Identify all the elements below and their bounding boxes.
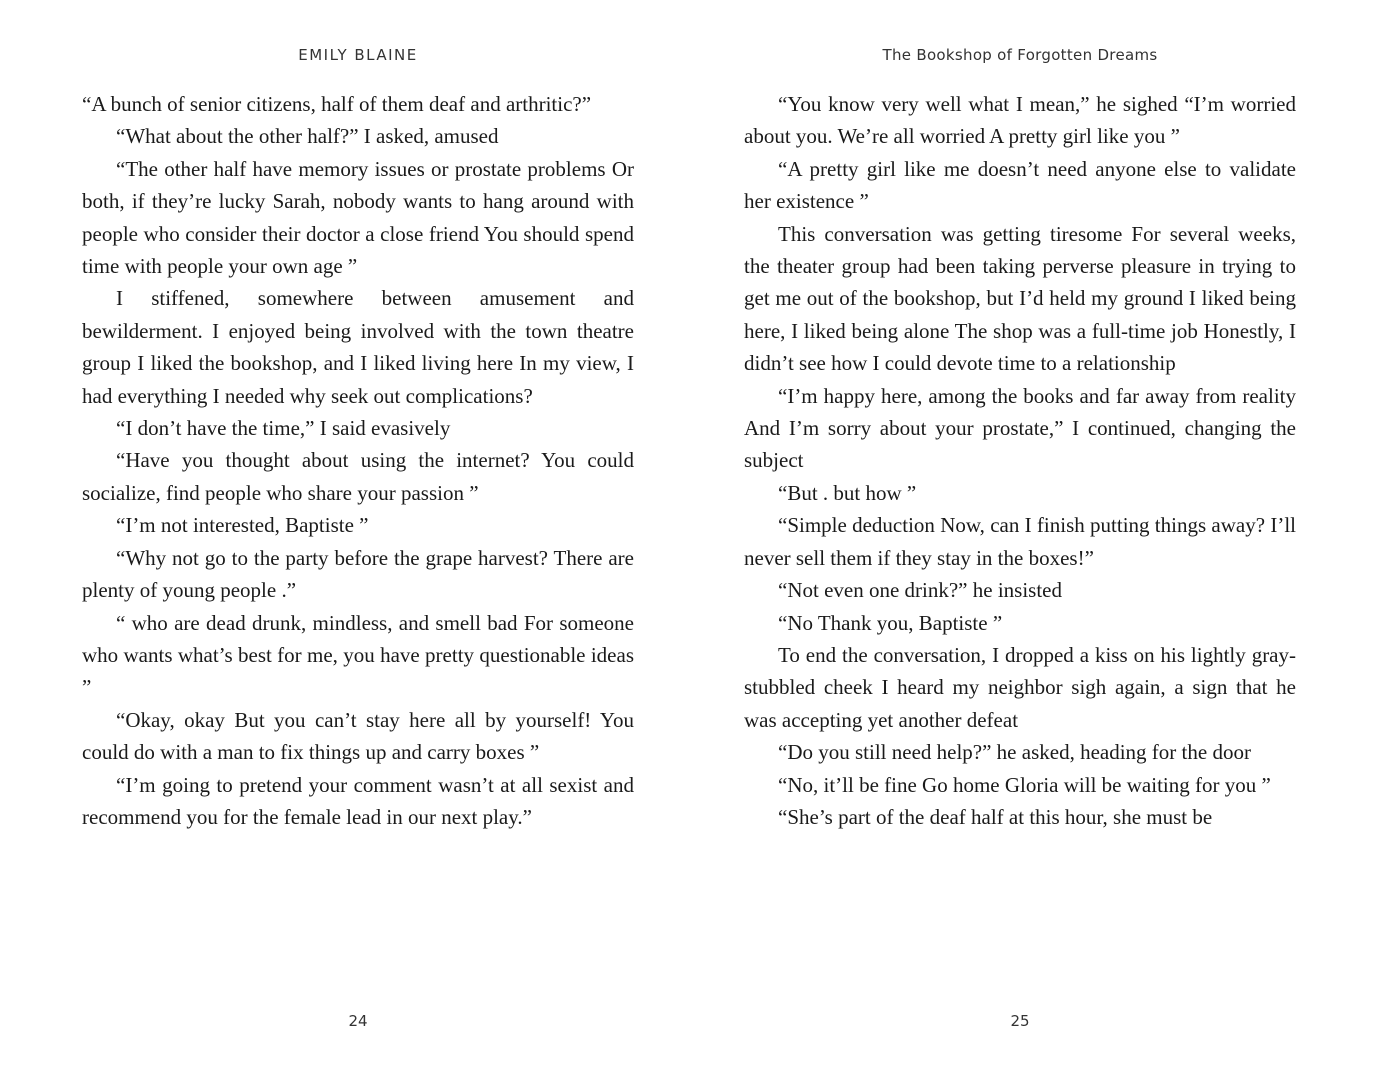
paragraph: “I’m happy here, among the books and far away from reality And I’m sorry about your prostate,” I continued, changing the subject bbox=[744, 383, 1296, 473]
paragraph: I stiffened, somewhere between amusement and bewilderment. I enjoyed being involved with the town theatre group I liked the bookshop, and I liked living here In my view, I had everything I needed why seek out complications? bbox=[82, 286, 634, 408]
paragraph: “A bunch of senior citizens, half of them deaf and arthritic?” bbox=[82, 92, 592, 116]
right-page bbox=[744, 0, 1296, 1080]
paragraph: “The other half have memory issues or prostate problems Or both, if they’re lucky Sarah, nobody wants to hang around with people who consider their doctor a close friend You should spend time with people your own age ” bbox=[82, 156, 634, 279]
page-number: 24 bbox=[348, 1012, 368, 1030]
left-page bbox=[82, 0, 634, 1080]
left-page-body bbox=[82, 88, 634, 833]
paragraph: “A pretty girl like me doesn’t need anyone else to validate her existence ” bbox=[744, 156, 1296, 214]
paragraph: To end the conversation, I dropped a kiss on his lightly gray-stubbled cheek I heard my neighbor sigh again, a sign that he was accepting yet another defeat bbox=[744, 642, 1296, 732]
paragraph: “No, it’ll be fine Go home Gloria will be waiting for you ” bbox=[778, 772, 1271, 797]
running-head-title: The Bookshop of Forgotten Dreams bbox=[882, 46, 1158, 64]
paragraph: “You know very well what I mean,” he sighed “I’m worried about you. We’re all worried A pretty girl like you ” bbox=[744, 92, 1296, 149]
paragraph: “I don’t have the time,” I said evasively bbox=[116, 416, 451, 441]
paragraph: “Simple deduction Now, can I finish putting things away? I’ll never sell them if they stay in the boxes!” bbox=[744, 513, 1296, 570]
paragraph: This conversation was getting tiresome For several weeks, the theater group had been taking perverse pleasure in trying to get me out of the bookshop, but I’d held my ground I liked being here, I liked being alone The shop was a full-time job Honestly, I didn’t see how I could devote time to a relationship bbox=[744, 221, 1296, 376]
paragraph: “Do you still need help?” he asked, heading for the door bbox=[778, 740, 1251, 765]
paragraph: “She’s part of the deaf half at this hour, she must be bbox=[778, 804, 1213, 829]
running-head-author: EMILY BLAINE bbox=[298, 46, 418, 64]
paragraph: “Not even one drink?” he insisted bbox=[778, 578, 1062, 603]
paragraph: “What about the other half?” I asked, amused bbox=[116, 124, 499, 149]
right-page-body bbox=[744, 88, 1296, 833]
paragraph: “I’m going to pretend your comment wasn’t at all sexist and recommend you for the female lead in our next play.” bbox=[82, 772, 634, 829]
paragraph: “But . but how ” bbox=[778, 480, 917, 505]
paragraph: “No Thank you, Baptiste ” bbox=[778, 610, 1003, 635]
paragraph: “ who are dead drunk, mindless, and smell bad For someone who wants what’s best for me, you have pretty questionable ideas ” bbox=[82, 610, 634, 700]
paragraph: “Have you thought about using the internet? You could socialize, find people who share your passion ” bbox=[82, 448, 634, 505]
paragraph: “Why not go to the party before the grape harvest? There are plenty of young people .” bbox=[82, 545, 634, 603]
paragraph: “Okay, okay But you can’t stay here all by yourself! You could do with a man to fix things up and carry boxes ” bbox=[82, 707, 634, 765]
paragraph: “I’m not interested, Baptiste ” bbox=[116, 513, 369, 538]
page-number: 25 bbox=[1010, 1012, 1030, 1030]
